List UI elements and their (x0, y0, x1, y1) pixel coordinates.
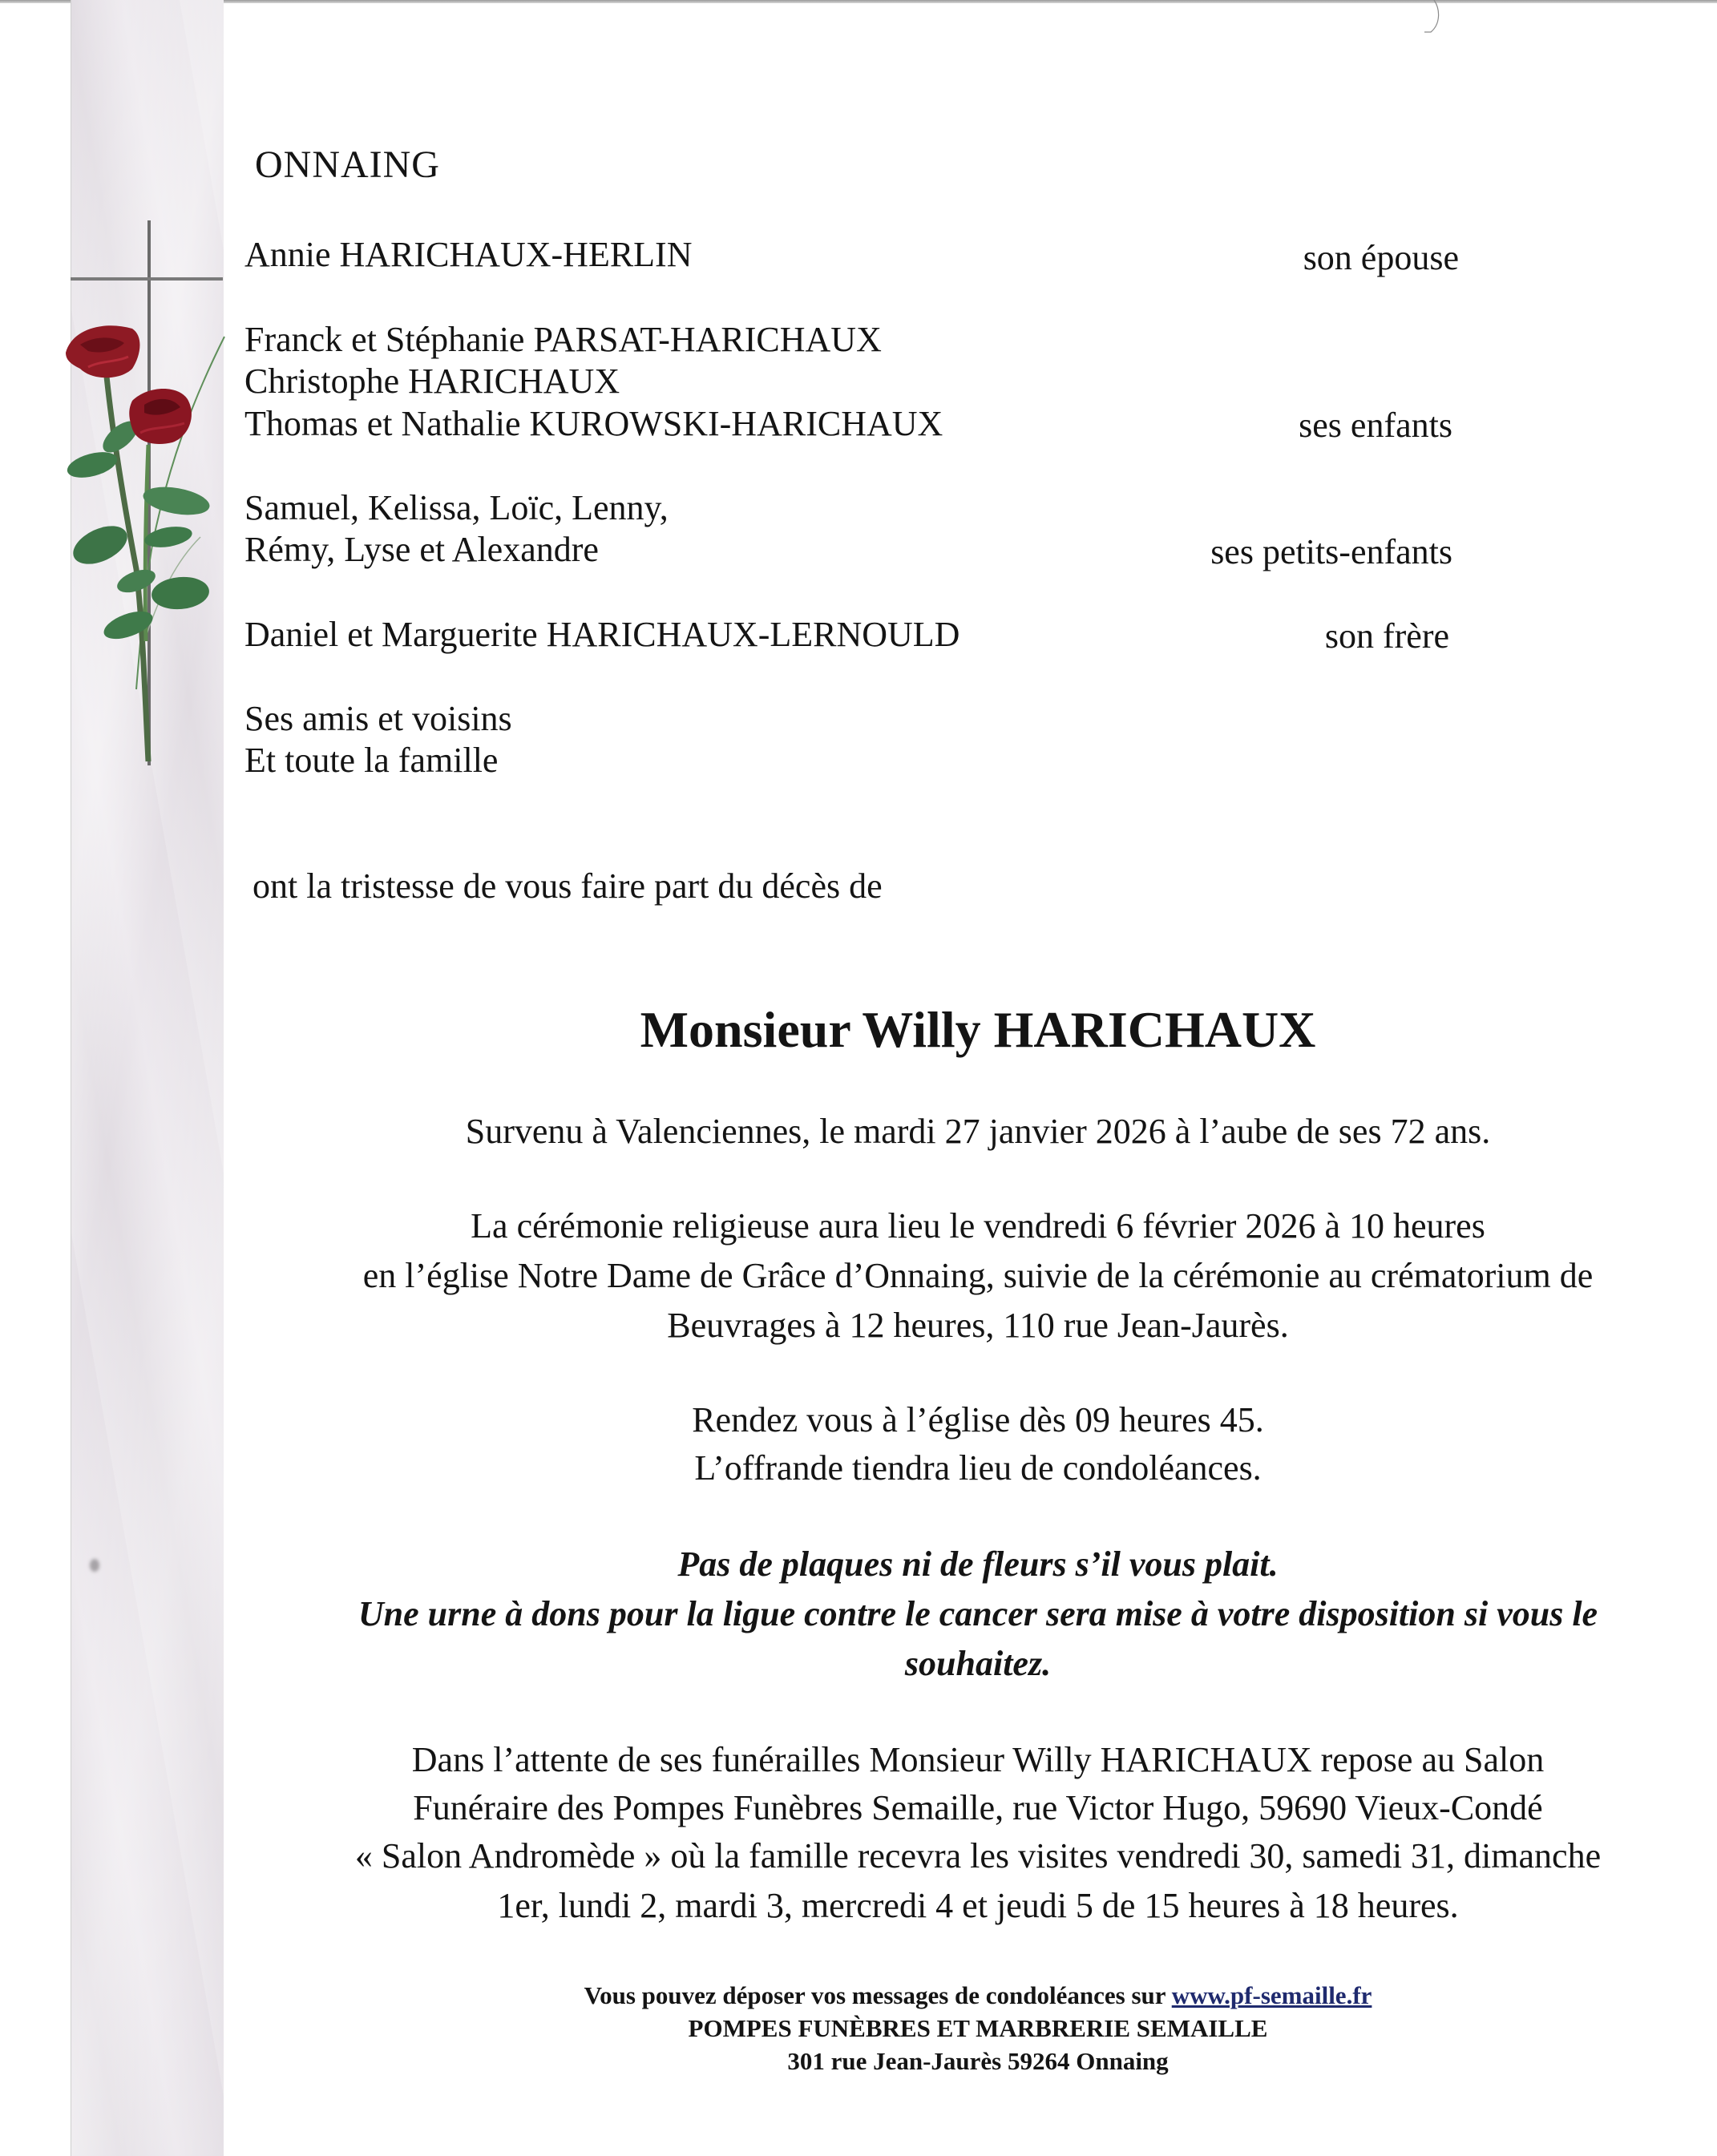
town-heading: ONNAING (255, 143, 440, 186)
visitation-line: « Salon Andromède » où la famille recevra les visites vendredi 30, samedi 31, dimanche (354, 1836, 1602, 1875)
visitation-line: Funéraire des Pompes Funèbres Semaille, rue Victor Hugo, 59690 Vieux-Condé (413, 1788, 1543, 1827)
request-line: souhaitez. (904, 1644, 1052, 1683)
deceased-name: Monsieur Willy HARICHAUX (640, 1001, 1316, 1058)
family-relation: ses enfants (1299, 406, 1452, 445)
announcement-intro: ont la tristesse de vous faire part du décès de (252, 866, 883, 906)
website-link[interactable]: www.pf-semaille.fr (1171, 1981, 1372, 2009)
visitation-line: 1er, lundi 2, mardi 3, mercredi 4 et jeudi 5 de 15 heures à 18 heures. (497, 1886, 1459, 1925)
request-line: Une urne à dons pour la ligue contre le cancer sera mise à votre disposition si vous le (358, 1594, 1598, 1633)
family-member: Franck et Stéphanie PARSAT-HARICHAUX (244, 320, 882, 359)
condolences-text: Vous pouvez déposer vos messages de condoléances sur (584, 1981, 1172, 2009)
family-member: Christophe HARICHAUX (244, 361, 620, 401)
meeting-line: Rendez vous à l’église dès 09 heures 45. (692, 1400, 1264, 1439)
family-relation: son épouse (1303, 238, 1459, 277)
ceremony-line: Beuvrages à 12 heures, 110 rue Jean-Jaurès. (667, 1306, 1289, 1345)
company-address: 301 rue Jean-Jaurès 59264 Onnaing (787, 2047, 1169, 2075)
meeting-line: L’offrande tiendra lieu de condoléances. (694, 1448, 1262, 1488)
family-member: Samuel, Kelissa, Loïc, Lenny, (244, 488, 669, 527)
family-relation: ses petits-enfants (1210, 532, 1452, 571)
scan-spot (90, 1559, 99, 1572)
ceremony-line: en l’église Notre Dame de Grâce d’Onnaing, suivie de la cérémonie au crématorium de (362, 1256, 1594, 1295)
family-relation: son frère (1324, 616, 1449, 656)
family-member: Ses amis et voisins (244, 699, 512, 738)
condolences-line (232, 1983, 1717, 2008)
family-member: Annie HARICHAUX-HERLIN (244, 235, 693, 274)
death-details: Survenu à Valenciennes, le mardi 27 janvier 2026 à l’aube de ses 72 ans. (465, 1112, 1491, 1151)
scan-top-edge (0, 0, 1717, 3)
company-name: POMPES FUNÈBRES ET MARBRERIE SEMAILLE (688, 2014, 1268, 2042)
cross-icon-bar (71, 277, 223, 281)
ceremony-line: La cérémonie religieuse aura lieu le vendredi 6 février 2026 à 10 heures (471, 1206, 1485, 1246)
scan-mark (1423, 0, 1447, 36)
family-member: Et toute la famille (244, 741, 499, 780)
family-member: Thomas et Nathalie KUROWSKI-HARICHAUX (244, 404, 943, 443)
request-line: Pas de plaques ni de fleurs s’il vous plait. (677, 1544, 1279, 1584)
red-roses-icon (56, 305, 232, 769)
visitation-line: Dans l’attente de ses funérailles Monsieur Willy HARICHAUX repose au Salon (411, 1740, 1545, 1779)
family-member: Daniel et Marguerite HARICHAUX-LERNOULD (244, 615, 960, 654)
family-member: Rémy, Lyse et Alexandre (244, 530, 599, 569)
